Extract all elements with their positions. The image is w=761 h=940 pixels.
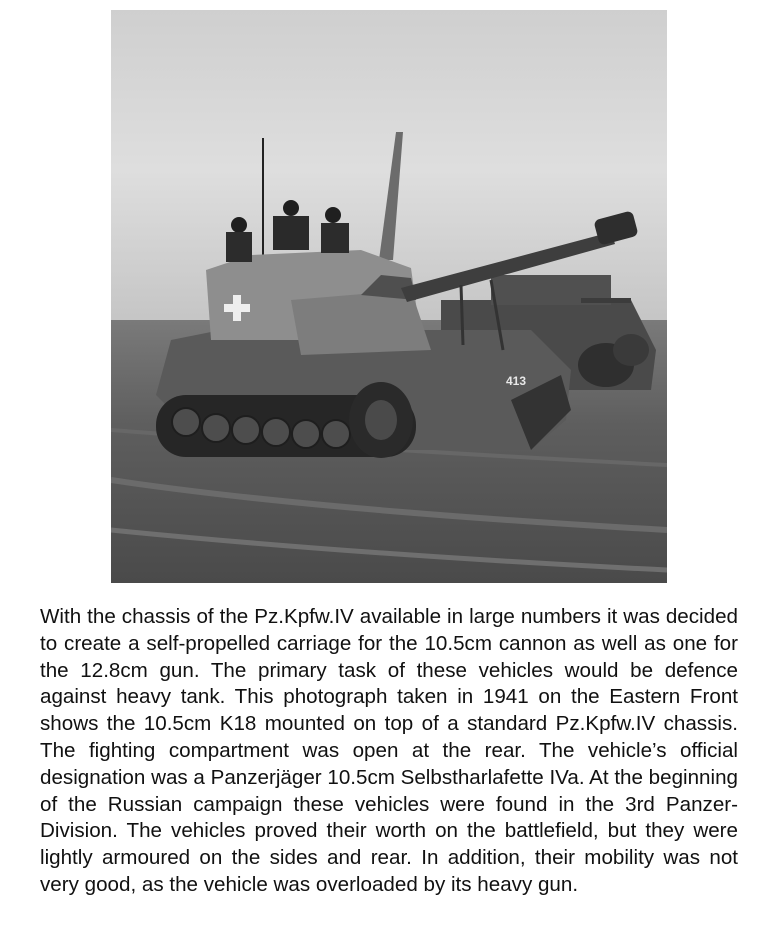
tank-destroyer-image: [111, 10, 667, 583]
historical-photograph: [111, 10, 667, 583]
photo-caption: With the chassis of the Pz.Kpfw.IV available in large numbers it was decided to create a self-propelled carriage for the 10.5cm cannon as well as one for the 12.8cm gun. The primary task of these vehicles would be defence against heavy tank. This photograph taken in 1941 on the Eastern Front shows the 10.5cm K18 mounted on top of a standard Pz.Kpfw.IV chassis. The fighting compartment was open at the rear. The vehicle’s official designation was a Panzerjäger 10.5cm Selbstharlafette IVa. At the beginning of the Russian campaign these vehicles were found in the 3rd Panzer-Division. The vehicles proved their worth on the battlefield, but they were lightly armoured on the sides and rear. In addition, their mobility was not very good, as the vehicle was overloaded by its heavy gun.: [40, 605, 738, 896]
hull-number-marking: 413: [506, 374, 527, 388]
